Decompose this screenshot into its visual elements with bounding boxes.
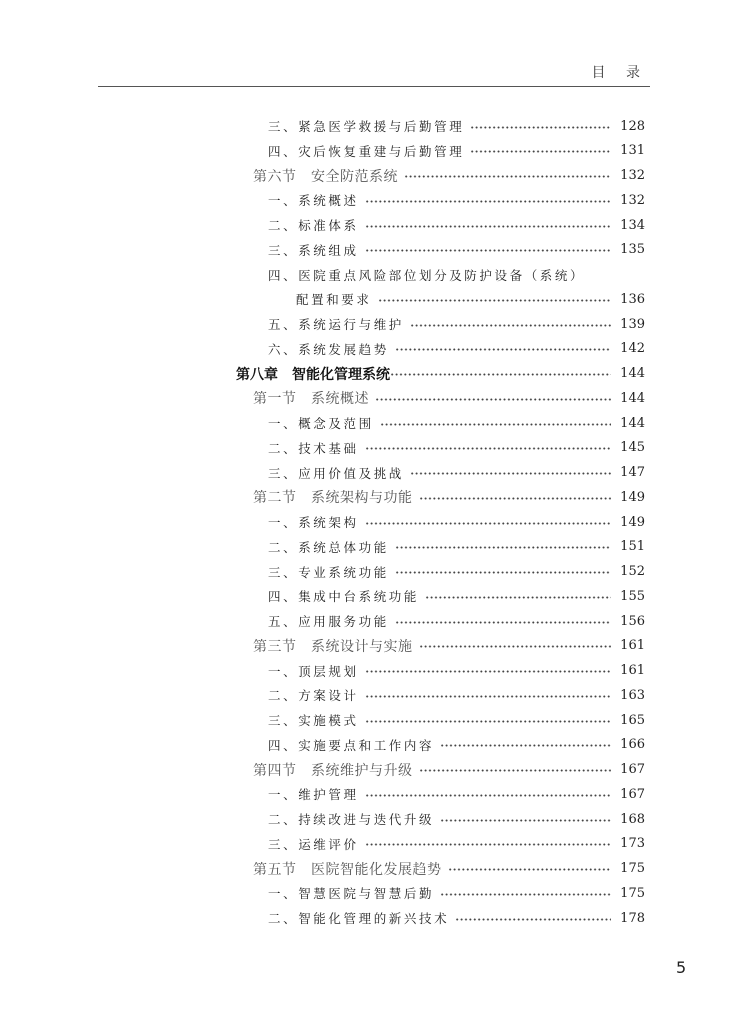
toc-entry-page: 175 <box>620 885 645 901</box>
toc-entry-page: 161 <box>620 663 645 678</box>
dot-leader <box>404 175 611 178</box>
toc-entry-page: 149 <box>620 514 645 530</box>
dot-leader <box>425 596 611 599</box>
toc-entry-page: 132 <box>620 168 645 183</box>
toc-entry-title: 第五节 医院智能化发展趋势 <box>253 861 442 878</box>
dot-leader <box>470 126 611 129</box>
dot-leader <box>395 546 611 549</box>
toc-entry-page: 135 <box>620 242 645 258</box>
toc-entry-page: 134 <box>620 217 645 233</box>
toc-entry <box>268 461 645 485</box>
dot-leader <box>365 843 611 846</box>
toc-entry-page: 151 <box>620 539 645 555</box>
toc-entry-title: 一、维护管理 <box>268 787 359 803</box>
toc-entry-title: 三、应用价值及挑战 <box>268 465 404 481</box>
toc-entry <box>268 584 645 608</box>
toc-entry-title: 三、系统组成 <box>268 242 359 258</box>
toc-entry-title: 一、系统概述 <box>268 193 359 209</box>
toc-entry-title: 三、运维评价 <box>268 836 359 852</box>
toc-entry-page: 139 <box>620 316 645 332</box>
dot-leader <box>440 744 611 747</box>
toc-entry-title: 三、专业系统功能 <box>268 564 389 580</box>
toc-entry-title: 五、系统运行与维护 <box>268 317 404 332</box>
dot-leader <box>365 200 611 203</box>
toc-entry-page: 142 <box>620 341 645 357</box>
toc-entry-title: 一、顶层规划 <box>268 663 359 679</box>
dot-leader <box>390 373 611 376</box>
toc-entry-title: 第二节 系统架构与功能 <box>253 490 413 507</box>
toc-entry-title: 三、紧急医学救援与后勤管理 <box>268 119 465 134</box>
toc-entry <box>268 832 645 856</box>
page-number: 5 <box>676 958 687 977</box>
toc-entry <box>268 411 645 435</box>
dot-leader <box>395 571 611 574</box>
toc-entry-title: 二、系统总体功能 <box>268 539 389 555</box>
toc-entry <box>268 733 645 757</box>
toc-entry <box>236 362 645 386</box>
toc-entry <box>253 634 645 658</box>
toc-entry-page: 155 <box>620 588 645 604</box>
toc-entry <box>268 188 645 212</box>
toc-entry-title: 第六节 安全防范系统 <box>253 168 398 185</box>
toc-entry-title: 一、系统架构 <box>268 515 359 530</box>
dot-leader <box>365 695 611 698</box>
toc-entry-title: 二、技术基础 <box>268 440 359 456</box>
toc-entry <box>268 708 645 732</box>
toc-entry-page: 173 <box>620 836 645 852</box>
toc-entry-title: 二、智能化管理的新兴技术 <box>268 911 450 926</box>
toc-entry-page: 128 <box>620 118 645 134</box>
toc-entry-title: 四、集成中台系统功能 <box>268 589 420 605</box>
dot-leader <box>365 225 611 228</box>
dot-leader <box>395 348 611 351</box>
dot-leader <box>440 893 611 896</box>
toc-entry-title: 第八章 智能化管理系统 <box>236 366 390 383</box>
running-header <box>98 60 650 87</box>
toc-entry-page: 156 <box>620 613 645 629</box>
toc-entry-page: 152 <box>620 564 645 579</box>
toc-entry <box>268 881 645 905</box>
dot-leader <box>410 472 611 475</box>
dot-leader <box>410 324 611 327</box>
toc-entry-page: 145 <box>620 440 645 456</box>
toc-entry <box>268 263 645 287</box>
toc-entry <box>268 139 645 163</box>
toc-entry-page: 144 <box>620 366 645 381</box>
dot-leader <box>378 299 611 302</box>
toc-entry <box>253 758 645 782</box>
toc-entry <box>253 164 645 188</box>
toc-entry-page: 165 <box>620 712 645 728</box>
dot-leader <box>380 423 611 426</box>
toc-entry <box>268 782 645 806</box>
toc-entry <box>268 337 645 361</box>
toc-entry-page: 144 <box>620 390 645 406</box>
dot-leader <box>375 398 611 401</box>
dot-leader <box>365 249 611 252</box>
toc-entry-title: 配置和要求 <box>296 292 372 308</box>
toc-entry-title: 二、标准体系 <box>268 218 359 233</box>
toc-entry <box>268 906 645 930</box>
toc-entry-page: 167 <box>620 786 645 802</box>
toc-entry <box>268 683 645 707</box>
toc-entry <box>268 535 645 559</box>
dot-leader <box>419 497 612 500</box>
toc-entry <box>253 386 645 410</box>
toc-entry-page: 131 <box>620 143 645 159</box>
toc-entry-title: 二、方案设计 <box>268 688 359 704</box>
toc-entry <box>268 213 645 237</box>
dot-leader <box>365 670 611 673</box>
dot-leader <box>395 621 611 624</box>
toc-entry-page: 144 <box>620 415 645 431</box>
dot-leader <box>365 522 611 525</box>
toc-entry-title: 四、实施要点和工作内容 <box>268 737 435 753</box>
toc-entry-page: 167 <box>620 762 645 777</box>
toc-entry-page: 132 <box>620 192 645 208</box>
dot-leader <box>455 918 611 921</box>
toc-entry <box>253 485 645 509</box>
toc-entry-title: 第一节 系统概述 <box>253 391 369 408</box>
toc-entry-page: 166 <box>620 737 645 753</box>
toc-entry-page: 175 <box>620 861 645 876</box>
dot-leader <box>419 769 612 772</box>
toc-entry <box>268 238 645 262</box>
toc-entry-page: 168 <box>620 811 645 827</box>
toc-entry <box>268 560 645 584</box>
toc-entry-title: 六、系统发展趋势 <box>268 341 389 357</box>
dot-leader <box>470 150 611 153</box>
dot-leader <box>365 720 611 723</box>
dot-leader <box>448 868 612 871</box>
dot-leader <box>365 447 611 450</box>
toc-entry-page: 149 <box>620 489 645 505</box>
toc-entry <box>268 659 645 683</box>
toc-entry-page: 136 <box>620 291 645 307</box>
toc-entry <box>296 287 645 311</box>
dot-leader <box>419 645 612 648</box>
toc-entry <box>268 807 645 831</box>
toc-entry-title: 一、智慧医院与智慧后勤 <box>268 886 435 902</box>
toc-entry-title: 三、实施模式 <box>268 713 359 728</box>
toc-entry <box>268 114 645 138</box>
toc-entry <box>253 857 645 881</box>
toc-entry-title: 第四节 系统维护与升级 <box>253 762 413 779</box>
toc-entry-page: 147 <box>620 465 645 480</box>
toc-entry <box>268 609 645 633</box>
toc-entry-title: 二、持续改进与迭代升级 <box>268 812 435 827</box>
header-title: 目 录 <box>591 65 648 81</box>
toc-entry-page: 163 <box>620 687 645 703</box>
toc-entry-page: 178 <box>620 910 645 926</box>
toc-entry-title: 四、医院重点风险部位划分及防护设备（系统） <box>268 267 586 283</box>
toc-entry-title: 四、灾后恢复重建与后勤管理 <box>268 143 465 159</box>
toc-entry-title: 五、应用服务功能 <box>268 614 389 629</box>
toc-entry <box>268 312 645 336</box>
dot-leader <box>440 819 611 822</box>
toc-entry-title: 一、概念及范围 <box>268 416 374 431</box>
toc-entry <box>268 436 645 460</box>
toc-entry-title: 第三节 系统设计与实施 <box>253 638 413 655</box>
dot-leader <box>365 794 611 797</box>
toc-entry-page: 161 <box>620 638 645 654</box>
toc-entry <box>268 510 645 534</box>
